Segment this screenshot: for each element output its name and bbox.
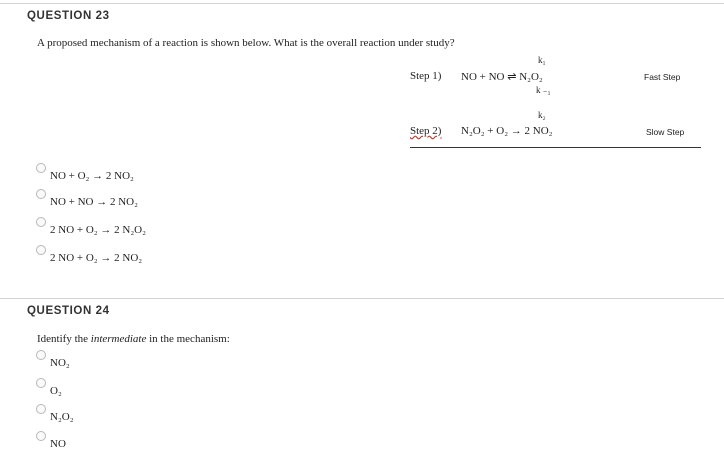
prompt-text: Identify the <box>37 333 91 345</box>
k2-label: k₂ <box>538 110 546 120</box>
question-24-header: QUESTION 24 <box>27 305 110 317</box>
step-1-equation: NO + NO ⇌ N₂O₂ <box>461 71 543 83</box>
radio-button[interactable] <box>36 378 46 388</box>
top-divider <box>0 3 724 4</box>
prompt-text: in the mechanism: <box>146 333 230 345</box>
step-2-speed: Slow Step <box>646 127 685 137</box>
option-label: 2 NO + O₂ → 2 NO₂ <box>50 252 143 264</box>
question-divider <box>0 298 724 299</box>
radio-button[interactable] <box>36 245 46 255</box>
q24-option-1[interactable] <box>36 352 70 369</box>
radio-button[interactable] <box>36 189 46 199</box>
q23-option-3[interactable] <box>36 219 146 236</box>
option-label: NO₂ <box>50 357 70 369</box>
q23-option-2[interactable] <box>36 191 138 208</box>
reaction-mechanism <box>410 55 702 150</box>
step-2-equation: N₂O₂ + O₂ → 2 NO₂ <box>461 125 553 137</box>
mechanism-underline <box>410 147 701 148</box>
k1-label: k₁ <box>538 55 546 65</box>
radio-button[interactable] <box>36 163 46 173</box>
q24-option-4[interactable] <box>36 433 66 450</box>
step-1-label: Step 1) <box>410 70 442 82</box>
option-label: NO + NO → 2 NO₂ <box>50 196 138 208</box>
option-label: NO <box>50 438 66 450</box>
radio-button[interactable] <box>36 350 46 360</box>
k-minus1-label: k ₋₁ <box>536 85 551 95</box>
radio-button[interactable] <box>36 404 46 414</box>
option-label: O₂ <box>50 385 62 397</box>
q23-option-4[interactable] <box>36 247 142 264</box>
q24-option-3[interactable] <box>36 406 74 423</box>
radio-button[interactable] <box>36 431 46 441</box>
q24-option-2[interactable] <box>36 380 62 397</box>
q23-option-1[interactable] <box>36 165 134 182</box>
question-23-prompt: A proposed mechanism of a reaction is shown below. What is the overall reaction under study? <box>37 37 455 49</box>
step-2-label: Step 2) <box>410 125 442 137</box>
step-1-speed: Fast Step <box>644 72 681 82</box>
prompt-emphasis: intermediate <box>90 333 147 345</box>
question-24-prompt <box>37 333 230 345</box>
option-label: 2 NO + O₂ → 2 N₂O₂ <box>50 224 146 236</box>
option-label: N₂O₂ <box>50 411 74 423</box>
radio-button[interactable] <box>36 217 46 227</box>
option-label: NO + O₂ → 2 NO₂ <box>50 170 134 182</box>
question-23-header: QUESTION 23 <box>27 10 110 22</box>
